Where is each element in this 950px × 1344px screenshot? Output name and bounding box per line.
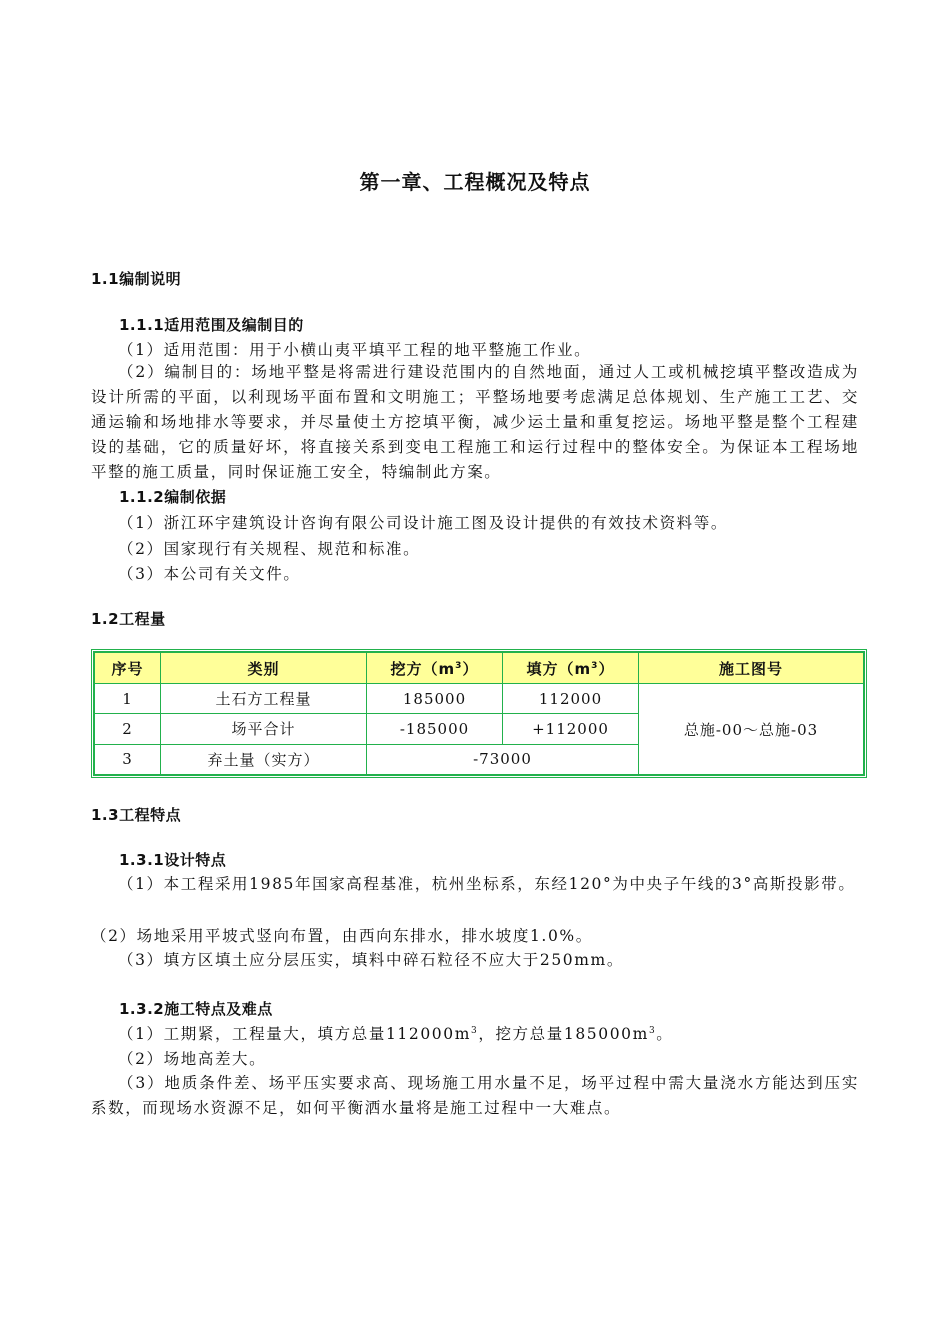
cell-seq: 2 xyxy=(95,714,161,744)
cell-excavation: 185000 xyxy=(367,684,503,714)
chapter-title: 第一章、工程概况及特点 xyxy=(359,170,591,194)
subsection-heading-1-3-2: 1.3.2施工特点及难点 xyxy=(119,1000,273,1018)
subsection-heading-1-1-2: 1.1.2编制依据 xyxy=(119,488,227,506)
design-feature-1: （1）本工程采用1985年国家高程基准，杭州坐标系，东经120°为中央子午线的3°高斯投影带。 xyxy=(118,875,856,893)
cell-excavation: -185000 xyxy=(367,714,503,744)
section-heading-1-3: 1.3工程特点 xyxy=(91,806,182,824)
purpose-paragraph: （2）编制目的：场地平整是将需进行建设范围内的自然地面，通过人工或机械挖填平整改造成为设计所需的平面，以利现场平面布置和文明施工；平整场地要考虑满足总体规划、生产施工工艺、交通运输和场地排水等要求，并尽量使土方挖填平衡，减少运土量和重复挖运。场地平整是整个工程建设的基础，它的质量好坏，将直接关系到变电工程施工和运行过程中的整体安全。为保证本工程场地平整的施工质量，同时保证施工安全，特编制此方案。 xyxy=(91,363,859,481)
cell-spoil-volume: -73000 xyxy=(367,744,639,774)
header-seq: 序号 xyxy=(95,653,161,684)
header-category: 类别 xyxy=(161,653,367,684)
cell-category: 场平合计 xyxy=(161,714,367,744)
header-fill: 填方$(m^3)$ xyxy=(503,653,639,684)
cell-seq: 3 xyxy=(95,744,161,774)
cell-category: 土石方工程量 xyxy=(161,684,367,714)
design-feature-3: （3）填方区填土应分层压实，填料中碎石粒径不应大于250mm。 xyxy=(118,951,624,969)
subsection-heading-1-3-1: 1.3.1设计特点 xyxy=(119,851,227,869)
cell-drawing-no: 总施-00～总施-03 xyxy=(639,684,864,775)
cell-fill: +112000 xyxy=(503,714,639,744)
cell-fill: 112000 xyxy=(503,684,639,714)
table-row xyxy=(95,684,864,714)
table-header-row xyxy=(95,653,864,684)
cell-category: 弃土量（实方） xyxy=(161,744,367,774)
basis-item-3: （3）本公司有关文件。 xyxy=(118,565,301,583)
quantity-table xyxy=(91,649,867,778)
construction-feature-2: （2）场地高差大。 xyxy=(118,1050,267,1068)
section-heading-1-1: 1.1编制说明 xyxy=(91,270,182,288)
header-excavation: 挖方$(m^3)$ xyxy=(367,653,503,684)
construction-feature-3: （3）地质条件差、场平压实要求高、现场施工用水量不足，场平过程中需大量浇水方能达到压实系数，而现场水资源不足，如何平衡洒水量将是施工过程中一大难点。 xyxy=(91,1074,859,1117)
cell-seq: 1 xyxy=(95,684,161,714)
basis-item-1: （1）浙江环宇建筑设计咨询有限公司设计施工图及设计提供的有效技术资料等。 xyxy=(118,514,728,532)
design-feature-2: （2）场地采用平坡式竖向布置，由西向东排水，排水坡度1.0%。 xyxy=(91,927,593,945)
scope-paragraph: （1）适用范围：用于小横山夷平填平工程的地平整施工作业。 xyxy=(118,341,592,359)
header-drawing: 施工图号 xyxy=(639,653,864,684)
construction-feature-1: （1）工期紧，工程量大，填方总量$112000m^3$，挖方总量$185000m^3$。 xyxy=(118,1025,674,1043)
section-heading-1-2: 1.2工程量 xyxy=(91,610,166,628)
subsection-heading-1-1-1: 1.1.1适用范围及编制目的 xyxy=(119,316,304,334)
basis-item-2: （2）国家现行有关规程、规范和标准。 xyxy=(118,540,421,558)
